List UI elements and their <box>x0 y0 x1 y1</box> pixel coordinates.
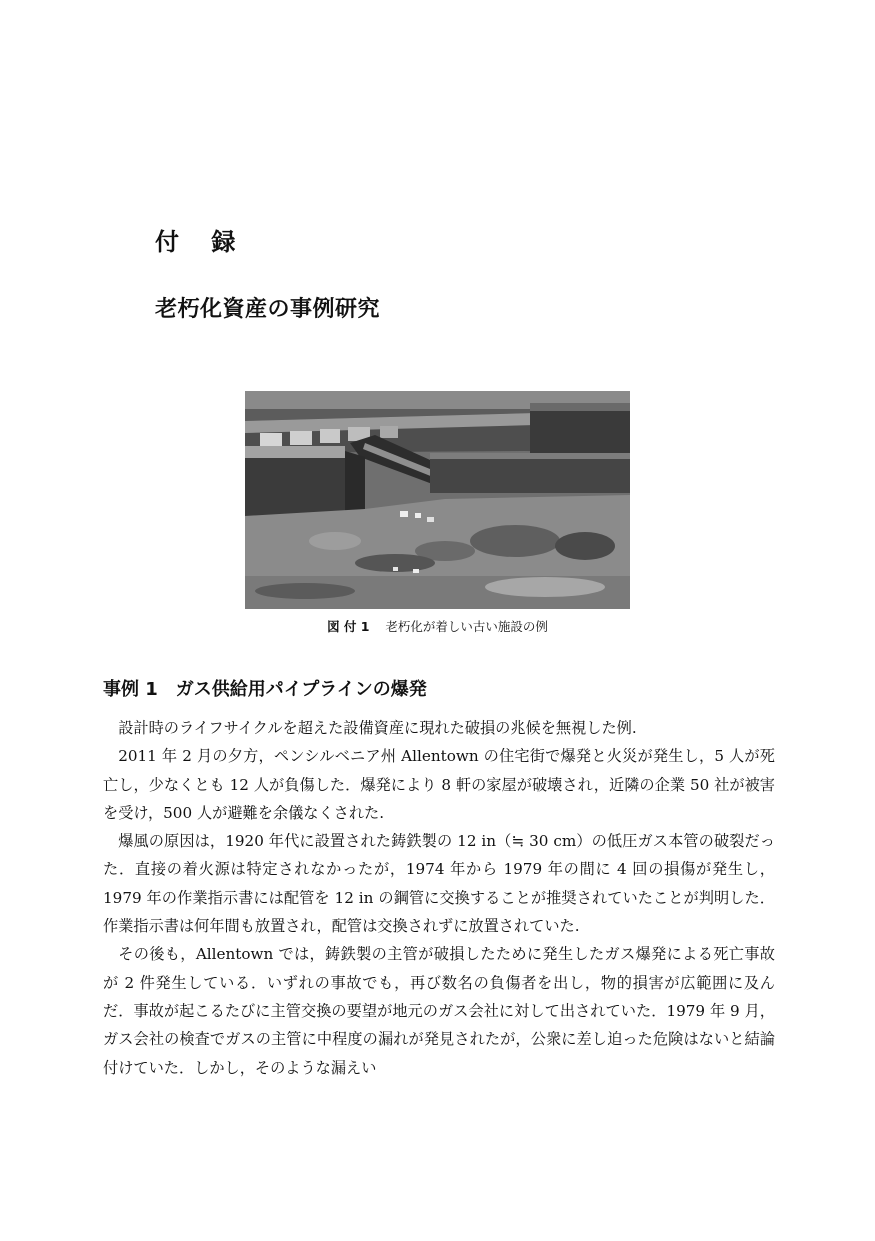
figure-label: 図 付 1 <box>327 619 370 634</box>
figure-caption <box>0 617 875 635</box>
aging-facility-photo <box>245 391 630 609</box>
body-text <box>103 714 775 1082</box>
figure-photo <box>245 391 630 609</box>
paragraph: その後も，Allentown では，鋳鉄製の主管が破損したために発生したガス爆発による死亡事故が 2 件発生している．いずれの事故でも，再び数名の負傷者を出し，物的損害が広範囲に及んだ．事故が起こるたびに主管交換の要望が地元のガス会社に対して出されていた．1979 年 9 月，ガス会社の検査でガスの主管に中程度の漏れが発見されたが，公衆に差し迫った危険はないと結論付けていた．しかし，そのような漏えい <box>103 945 776 1077</box>
paragraph: 2011 年 2 月の夕方，ペンシルベニア州 Allentown の住宅街で爆発と火災が発生し，5 人が死亡し，少なくとも 12 人が負傷した．爆発により 8 軒の家屋が破壊され，近隣の企業 50 社が被害を受け，500 人が避難を余儀なくされた. <box>103 747 775 822</box>
case-title: ガス供給用パイプラインの爆発 <box>175 679 427 700</box>
case-number: 事例 1 <box>103 679 158 700</box>
section-heading <box>103 675 427 701</box>
paragraph: 設計時のライフサイクルを超えた設備資産に現れた破損の兆候を無視した例. <box>118 719 637 737</box>
appendix-title: 付 録 <box>155 228 237 256</box>
appendix-subtitle: 老朽化資産の事例研究 <box>155 297 381 322</box>
paragraph: 爆風の原因は，1920 年代に設置された鋳鉄製の 12 in（≒ 30 cm）の低圧ガス本管の破裂だった．直接の着火源は特定されなかったが，1974 年から 1979 年の間に 4 回の損傷が発生し，1979 年の作業指示書には配管を 12 in の鋼管に交換することが推奨されていたことが判明した．作業指示書は何年間も放置され，配管は交換されずに放置されていた. <box>103 832 775 936</box>
figure-caption-text: 老朽化が着しい古い施設の例 <box>385 619 548 634</box>
